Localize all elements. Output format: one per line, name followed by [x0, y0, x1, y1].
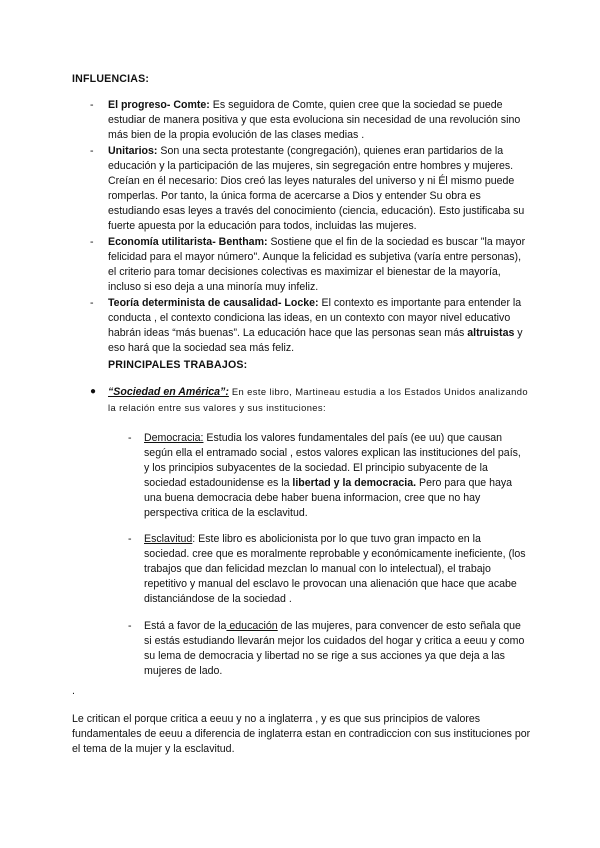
sub-item-educacion [128, 619, 528, 679]
item-title: El progreso- Comte: [108, 99, 210, 111]
esclavitud-label: Esclavitud [144, 533, 193, 545]
educacion-text-end: de las mujeres, para convencer de esto señala que si estás estudiando llevarán mejor los cuidados del hogar y critica a eeuu y como su lema de democracia y libertad no se rige a sus acciones ya que deja a las mujeres de lado. [144, 620, 525, 677]
list-item-utilitarista [90, 235, 530, 295]
list-item-determinista [90, 296, 530, 356]
dash-marker: - [128, 620, 132, 632]
sub-item-democracia [128, 431, 528, 521]
dash-marker: - [90, 297, 94, 309]
democracia-label: Democracia: [144, 432, 204, 444]
democracia-text-end: Pero para que haya una buena democracia debe haber buena informacion, cree que no hay perspectiva critica de la esclavitud. [144, 477, 513, 519]
dash-marker: - [128, 533, 132, 545]
bullet-marker: ● [90, 386, 97, 397]
democracia-text: Estudia los valores fundamentales del país (ee uu) que causan según ella el entramado social , estos valores explican las instituciones del país, y los principios subyacentes de la sociedad. El principio subyacente de la sociedad estadounidense es la [144, 432, 521, 489]
esclavitud-list [128, 532, 528, 607]
item-title: Teoría determinista de causalidad- Locke: [108, 297, 319, 309]
conclusion-paragraph: Le critican el porque critica a eeuu y no a inglaterra , y es que sus principios de valores fundamentales de eeuu a diferencia de inglaterra estan en contradiccion con sus instituciones por el tema de la mujer y la esclavitud. [72, 713, 531, 755]
item-text: Sostiene que el fin de la sociedad es buscar "la mayor felicidad para el mayor número". Aunque la felicidad es subjetiva (varía entre personas), el criterio para tomar decisiones colectivas es maximizar el bienestar de la mayoría, incluso si eso deja a una minoría muy infeliz. [108, 236, 526, 293]
democracia-bold: libertad y la democracia. [292, 477, 417, 489]
educacion-label: educación [226, 620, 278, 632]
dash-marker: - [128, 432, 132, 444]
list-item-progreso [90, 98, 530, 143]
educacion-text: Está a favor de la [144, 620, 227, 632]
democracia-list [128, 431, 528, 521]
item-bold-word: altruistas [467, 327, 515, 339]
item-title: Unitarios: [108, 145, 158, 157]
esclavitud-text: : Este libro es abolicionista por lo que tuvo gran impacto en la sociedad. cree que es moralmente reprobable y económicamente ineficiente, (los trabajos que dan felicidad mezclan lo manual con lo intelectual), el trabajo repetitivo y manual del esclavo le provocan una alienación que hace que acabe distanciándose de la sociedad . [144, 533, 526, 605]
book-title: “Sociedad en América”: [108, 386, 229, 398]
item-text: Son una secta protestante (congregación), quienes eran partidarios de la educación y la participación de las mujeres, sin segregación entre hombres y mujeres. Creían en él necesario: Dios creó las leyes naturales del universo y ni Él mismo puede romperlas. Por tanto, la única forma de acercarse a Dios y entender Su obra es estudiando esas leyes a través del conocimiento (ciencia, educación). Esto justificaba su fuerte apuesta por la educación para todos, incluidas las mujeres. [108, 145, 525, 232]
item-title: Economía utilitarista- Bentham: [108, 236, 268, 248]
influencias-heading: INFLUENCIAS: [72, 73, 150, 85]
dash-marker: - [90, 145, 94, 157]
separator-dot: . [72, 685, 75, 697]
sub-item-esclavitud [128, 532, 528, 607]
dash-marker: - [90, 236, 94, 248]
educacion-list [128, 619, 528, 679]
item-text: Es seguidora de Comte, quien cree que la sociedad se puede estudiar de manera positiva y que esta evoluciona sin necesidad de una revolución sino más bien de la propia evolución de las clases medias . [108, 99, 521, 141]
book-intro: En este libro, Martineau estudia a los Estados Unidos analizando la relación entre sus valores y sus instituciones: [108, 386, 528, 413]
item-text-end: y eso hará que la sociedad sea más feliz. [108, 327, 523, 354]
sociedad-america-item [90, 384, 530, 416]
item-text: El contexto es importante para entender la conducta , el contexto condiciona las ideas, en un contexto con mayor nivel educativo habrán ideas “más buenas”. La educación hace que las personas sean más [108, 297, 522, 339]
trabajos-heading: PRINCIPALES TRABAJOS: [108, 359, 248, 371]
influencias-list [90, 98, 530, 357]
dash-marker: - [90, 99, 94, 111]
list-item-unitarios [90, 144, 530, 234]
